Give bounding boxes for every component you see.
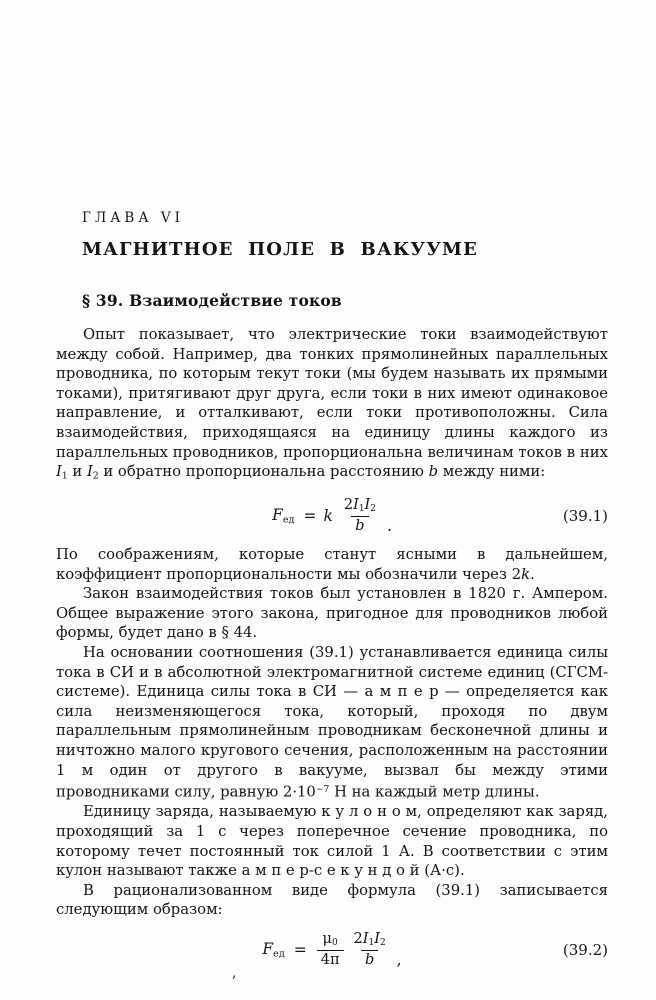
paragraph-currents-interact: Опыт показывает, что электрические токи взаимодействуют между собой. Например, два тонких прямолинейных параллельных проводника, по которым текут токи (мы будем называть их прямыми токами), притягивают друг друга, если токи в них имеют одинаковое направление, и отталкивают, если токи противоположны. Сила взаимодействия, приходящаяся на единицу длины каждого из параллельных проводников, пропорциональна величинам токов в них I1 и I2 и обратно пропорциональна расстоянию b между ними: — [56, 326, 608, 482]
equation-punctuation: , — [396, 950, 402, 969]
equation-number-39-2: (39.2) — [562, 940, 608, 959]
coefficient-k: k — [323, 507, 333, 526]
equation-39-2-row — [56, 927, 608, 981]
scan-artifact-comma: , — [232, 964, 237, 981]
equation-number-39-1: (39.1) — [562, 507, 608, 526]
equation-punctuation: . — [386, 516, 392, 535]
paragraph-coefficient-2k: По соображениям, которые станут ясными в дальнейшем, коэффициент пропорциональности мы обозначили через 2k. — [56, 546, 608, 583]
section-heading: § 39. Взаимодействие токов — [82, 291, 342, 310]
page-content — [56, 210, 608, 979]
paragraph-rationalized-form: В рационализованном виде формула (39.1) записывается следующим образом: — [56, 881, 608, 919]
paragraph-ampere-definition: На основании соотношения (39.1) устанавливается единица силы тока в СИ и в абсолютной электромагнитной системе единиц (СГСМ-системе). Единица силы тока в СИ — а м п е р — определяется как сила неизменяющегося тока, который, проходя по двум параллельным прямолинейным проводникам бесконечной длины и ничтожно малого кругового сечения, расположенным на расстоянии 1 м один от другого в вакууме, вызвал бы между этими проводниками силу, равную $2\cdot 10^{-7}$ Н на каждый метр длины. — [56, 644, 608, 801]
paragraph-ampere-1820: Закон взаимодействия токов был установлен в 1820 г. Ампером. Общее выражение этого закона, пригодное для проводников любой формы, будет дано в § 44. — [56, 585, 608, 642]
fraction-currents: $\frac{2I1I2}{b}$ — [353, 931, 386, 968]
equals-sign: = — [303, 507, 317, 526]
fraction-currents: $\frac{2I1I2}{b}$ — [343, 497, 376, 534]
chapter-label: ГЛАВА VI — [82, 210, 184, 226]
equation-39-2 — [262, 931, 401, 968]
equals-sign: = — [293, 940, 307, 959]
fraction-mu0-4pi: $\frac{\mu 0}{4\pi}$ — [317, 931, 344, 968]
equation-39-1 — [272, 497, 392, 534]
paragraph-coulomb-definition: Единицу заряда, называемую к у л о н о м, определяют как заряд, проходящий за 1 с через поперечное сечение проводника, по которому течет постоянный ток силой 1 А. В соответствии с этим кулон называют также а м п е р-с е к у н д о й (А·с). — [56, 803, 608, 880]
force-symbol: Fед — [272, 506, 295, 526]
force-symbol: Fед — [262, 940, 285, 960]
equation-39-1-row — [56, 493, 608, 539]
chapter-title: МАГНИТНОЕ ПОЛЕ В ВАКУУМЕ — [82, 239, 479, 260]
